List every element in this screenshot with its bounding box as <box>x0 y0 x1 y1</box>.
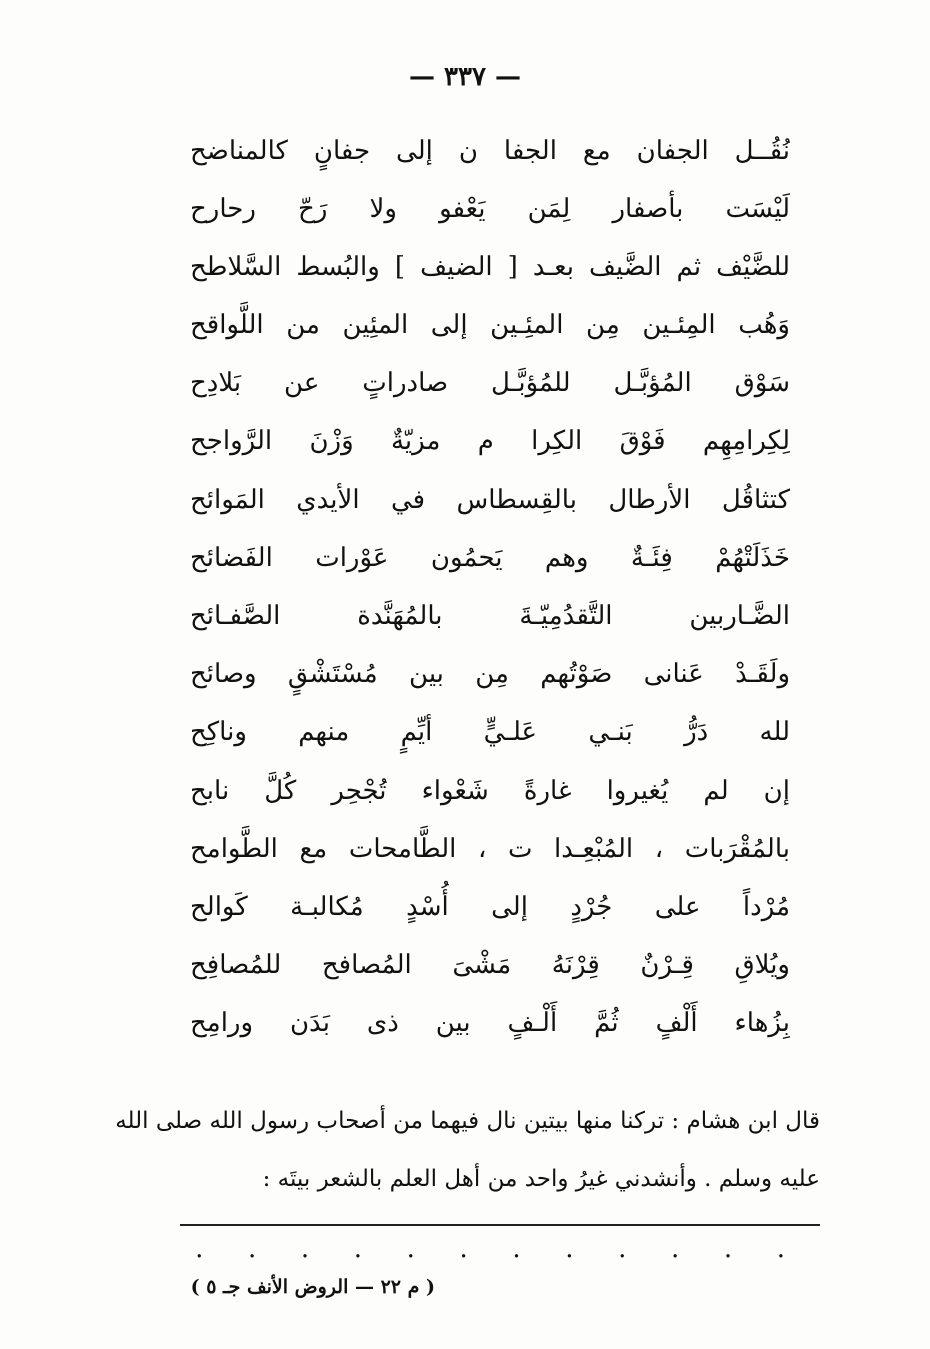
separator-dot: . <box>300 1234 310 1264</box>
verse-line: مُرْداً على جُرْدٍ إلى أُسْدٍ مُكالبـة كَوالح <box>190 891 790 922</box>
separator-dot: . <box>512 1234 521 1264</box>
prose-line: قال ابن هشام : تركنا منها بيتين نال فيهما من أصحاب رسول الله صلى الله <box>115 1108 820 1134</box>
verse-line: ويُلاقِ قِـرْنٌ قِرْنَهُ مَشْىَ المُصافح للمُصافِح <box>190 950 790 981</box>
verse-line: وَهُب المِئـين مِن المئِـين إلى المئِين من اللَّواقح <box>190 310 790 341</box>
separator-dot: . <box>406 1234 415 1264</box>
prose-paragraph <box>110 1092 820 1208</box>
separator-dot: . <box>247 1234 257 1264</box>
verse-line: كتثاقُل الأرطال بالقِسطاس في الأيدي المَوائح <box>190 484 790 515</box>
verse-line: بِزُهاء أَلْفٍ ثُمَّ أَلْـفٍ بين ذى بَدَن ورامِح <box>190 1008 790 1039</box>
separator-dot: . <box>195 1234 204 1264</box>
separator-dot: . <box>565 1234 574 1264</box>
verse-line: بالمُقْرَبات ، المُبْعِـدا ت ، الطَّامحات مع الطَّوامح <box>190 833 790 864</box>
poem <box>190 122 790 1053</box>
verse-line: خَذَلَتْهُمْ فِئَـةٌ وهم يَحمُون عَوْرات الفَضائح <box>190 542 790 573</box>
separator-dot: . <box>723 1234 733 1264</box>
separator-dot: . <box>776 1234 785 1264</box>
page-number: — ٣٣٧ — <box>408 62 522 92</box>
verse-line: لله دَرُّ بَنـي عَلـيٍّ أيِّمٍ منهم وناكِح <box>190 717 790 748</box>
verse-line: لَيْسَت بأصفار لِمَن يَعْفو ولا رَحّ رحارح <box>190 193 790 224</box>
prose-line: عليه وسلم . وأنشدني غيرُ واحد من أهل العلم بالشعر بيتَه : <box>262 1166 820 1192</box>
dot-separator-row <box>195 1236 785 1262</box>
verse-line: الضَّـاربين التَّقدُمِيّـةَ بالمُهَنَّدة الصَّفـائح <box>190 601 790 631</box>
signature-mark: ( م ٢٢ — الروض الأنف جـ ٥ ) <box>190 1276 435 1298</box>
verse-line: سَوْق المُؤبَّـل للمُؤبَّـل صادراتٍ عن بَلادِح <box>190 368 790 399</box>
verse-line: ولَقَـدْ عَنانى صَوْتُهم مِن بين مُسْتَشْقٍ وصائح <box>190 659 790 690</box>
separator-dot: . <box>459 1234 468 1264</box>
footnote-divider <box>180 1224 820 1226</box>
verse-line: نُقُــل الجفان مع الجفا ن إلى جفانٍ كالمناضح <box>190 135 790 166</box>
verse-line: للضَّيْف ثم الضَّيف بعـد [ الضيف ] والبُسط السَّلاطح <box>190 251 790 282</box>
verse-line: إن لم يُغيروا غارةً شَعْواء تُجْحِر كُلَّ نابح <box>190 775 790 806</box>
verse-line: لِكِرامِهِم فَوْقَ الكِرا م مزيّةٌ وَزْنَ الرَّواجح <box>190 426 790 457</box>
separator-dot: . <box>618 1234 627 1264</box>
separator-dot: . <box>670 1234 680 1264</box>
separator-dot: . <box>353 1234 362 1264</box>
